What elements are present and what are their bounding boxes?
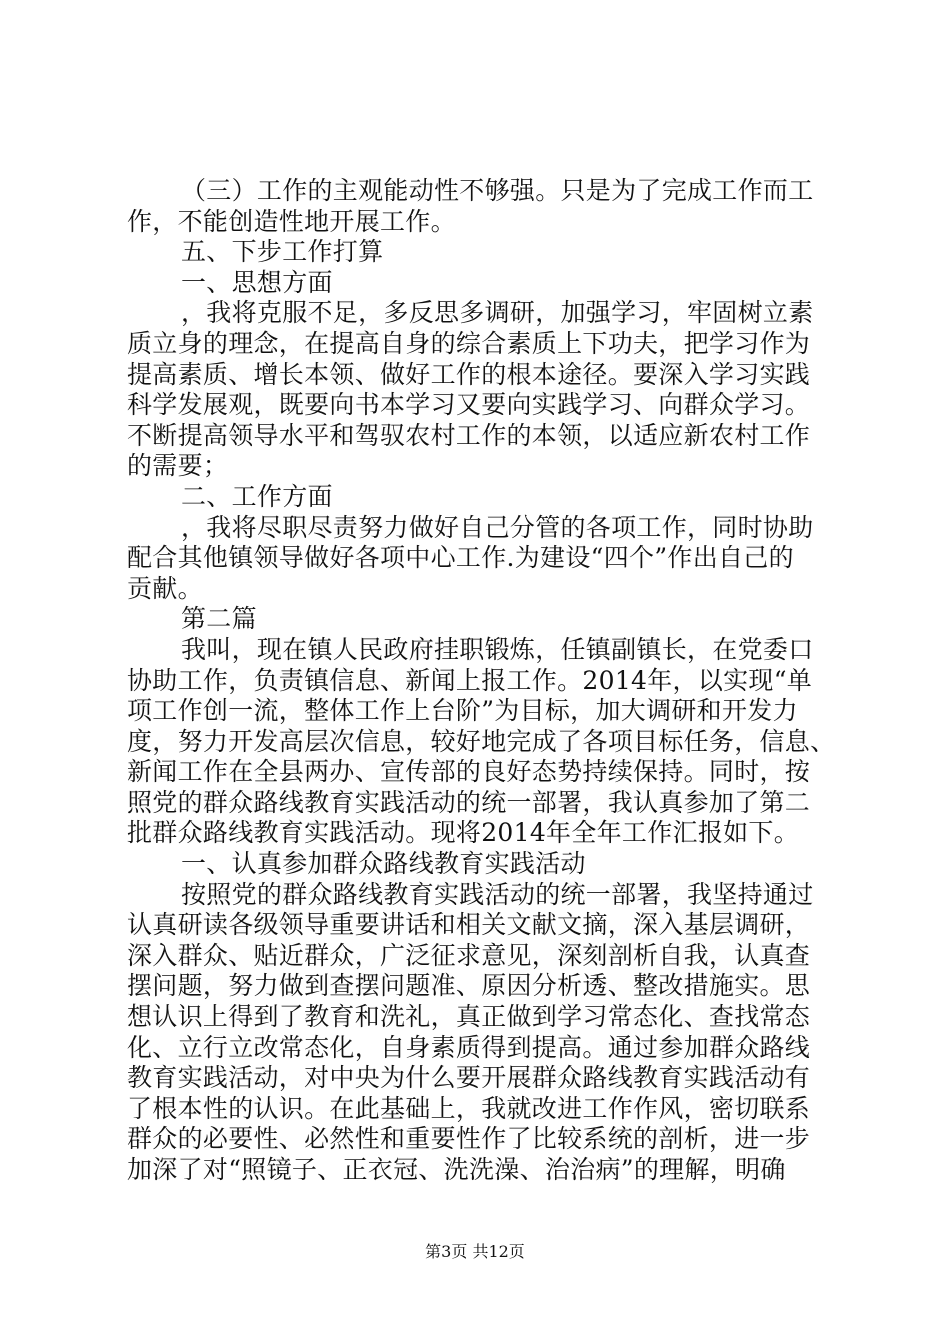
subsection-heading: 二、工作方面 bbox=[181, 481, 333, 511]
text-line: 作，不能创造性地开展工作。 bbox=[127, 206, 456, 236]
text-line: 教育实践活动，对中央为什么要开展群众路线教育实践活动有 bbox=[127, 1063, 811, 1093]
text-line: 照党的群众路线教育实践活动的统一部署，我认真参加了第二 bbox=[127, 787, 811, 817]
text-line: 度，努力开发高层次信息，较好地完成了各项目标任务，信息、 bbox=[127, 726, 836, 756]
text-line: ，我将克服不足，多反思多调研，加强学习，牢固树立素 bbox=[181, 298, 814, 328]
text-line: 不断提高领导水平和驾驭农村工作的本领，以适应新农村工作 bbox=[127, 420, 811, 450]
text-line: 了根本性的认识。在此基础上，我就改进工作作风，密切联系 bbox=[127, 1093, 811, 1123]
text-line: 协助工作，负责镇信息、新闻上报工作。2014年，以实现“单 bbox=[127, 665, 813, 695]
text-line: 认真研读各级领导重要讲话和相关文献文摘，深入基层调研， bbox=[127, 910, 811, 940]
text-line: 我叫，现在镇人民政府挂职锻炼，任镇副镇长，在党委口 bbox=[181, 634, 814, 664]
text-line: ，我将尽职尽责努力做好自己分管的各项工作，同时协助 bbox=[181, 512, 814, 542]
text-line: 群众的必要性、必然性和重要性作了比较系统的剖析，进一步 bbox=[127, 1124, 811, 1154]
document-body bbox=[127, 176, 836, 1186]
text-line: 质立身的理念，在提高自身的综合素质上下功夫，把学习作为 bbox=[127, 328, 811, 358]
text-line: 贡献。 bbox=[127, 573, 203, 603]
text-line: 深入群众、贴近群众，广泛征求意见，深刻剖析自我，认真查 bbox=[127, 940, 811, 970]
text-line: 想认识上得到了教育和洗礼，真正做到学习常态化、查找常态 bbox=[127, 1002, 811, 1032]
section-heading: 五、下步工作打算 bbox=[181, 237, 384, 267]
text-line: （三）工作的主观能动性不够强。只是为了完成工作而工 bbox=[181, 176, 814, 205]
text-line: 加深了对“照镜子、正衣冠、洗洗澡、治治病”的理解，明确 bbox=[127, 1155, 786, 1184]
text-line: 化、立行立改常态化，自身素质得到提高。通过参加群众路线 bbox=[127, 1032, 811, 1062]
text-line: 提高素质、增长本领、做好工作的根本途径。要深入学习实践 bbox=[127, 359, 811, 389]
text-line: 批群众路线教育实践活动。现将2014年全年工作汇报如下。 bbox=[127, 818, 800, 848]
text-line: 项工作创一流，整体工作上台阶”为目标，加大调研和开发力 bbox=[127, 696, 798, 726]
text-line: 科学发展观，既要向书本学习又要向实践学习、向群众学习。 bbox=[127, 390, 811, 420]
text-line: 摆问题，努力做到查摆问题准、原因分析透、整改措施实。思 bbox=[127, 971, 811, 1001]
part-heading: 第二篇 bbox=[181, 604, 257, 634]
text-line: 按照党的群众路线教育实践活动的统一部署，我坚持通过 bbox=[181, 879, 814, 909]
subsection-heading: 一、思想方面 bbox=[181, 267, 333, 297]
section-heading: 一、认真参加群众路线教育实践活动 bbox=[181, 849, 586, 879]
text-line: 新闻工作在全县两办、宣传部的良好态势持续保持。同时，按 bbox=[127, 757, 811, 787]
text-line: 的需要； bbox=[127, 451, 229, 481]
page-number-footer: 第3页 共12页 bbox=[425, 1242, 525, 1261]
text-line: 配合其他镇领导做好各项中心工作.为建设“四个”作出自己的 bbox=[127, 543, 794, 573]
